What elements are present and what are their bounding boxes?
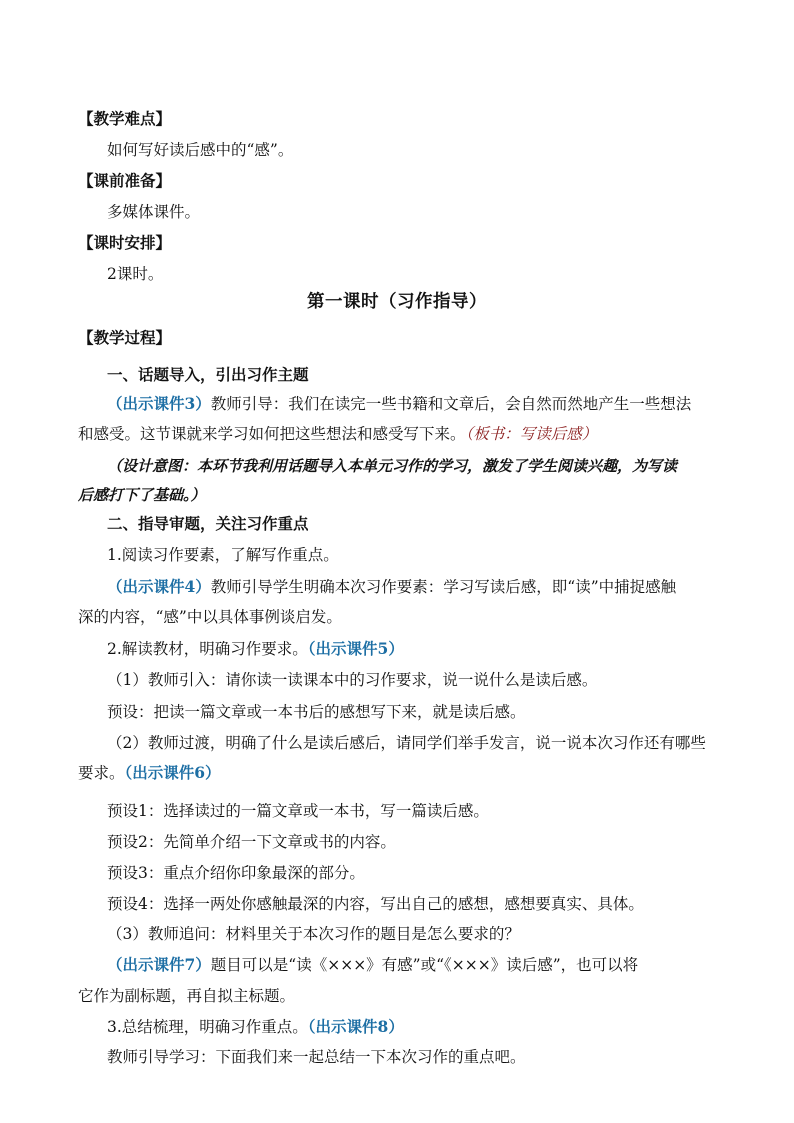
paragraph-text: 教师引导学生明确本次习作要素：学习写读后感，即“读”中捕捉感触 bbox=[210, 578, 677, 596]
sub2-text: 要求。 bbox=[78, 764, 125, 782]
courseware-hint: （出示课件4） bbox=[107, 577, 211, 596]
board-note: （板书：写读后感） bbox=[465, 425, 598, 443]
courseware-hint: （出示课件7） bbox=[107, 955, 211, 974]
section1-title: 一、话题导入，引出习作主题 bbox=[107, 366, 309, 384]
courseware-hint: （出示课件6） bbox=[124, 763, 221, 782]
preparation-heading: 【课前准备】 bbox=[78, 172, 172, 190]
design-intent-line1: （设计意图：本环节我利用话题导入本单元习作的学习，激发了学生阅读兴趣，为写读 bbox=[107, 457, 678, 475]
preset4-text: 预设4：选择一两处你感触最深的内容，写出自己的感想，感想要真实、具体。 bbox=[107, 895, 644, 913]
courseware-hint: （出示课件8） bbox=[307, 1017, 404, 1036]
process-heading: 【教学过程】 bbox=[78, 329, 172, 347]
sub3-paragraph-line2: 它作为副标题，再自拟主标题。 bbox=[78, 987, 296, 1005]
preset-text: 预设：把读一篇文章或一本书后的感想写下来，就是读后感。 bbox=[107, 703, 526, 721]
preparation-text: 多媒体课件。 bbox=[107, 203, 201, 221]
difficulty-text: 如何写好读后感中的“感”。 bbox=[107, 141, 294, 159]
schedule-text: 2课时。 bbox=[107, 265, 164, 283]
item1-paragraph-line2: 深的内容，“感”中以具体事例谈启发。 bbox=[78, 608, 342, 626]
preset3-text: 预设3：重点介绍你印象最深的部分。 bbox=[107, 864, 365, 882]
schedule-heading: 【课时安排】 bbox=[78, 234, 172, 252]
sub2-line1: （2）教师过渡，明确了什么是读后感后，请同学们举手发言，说一说本次习作还有哪些 bbox=[107, 734, 706, 752]
section1-paragraph-line1 bbox=[107, 393, 794, 415]
section1-paragraph-line2 bbox=[78, 423, 794, 445]
paragraph-text: 教师引导：我们在读完一些书籍和文章后，会自然而然地产生一些想法 bbox=[210, 395, 692, 413]
paragraph-text: 题目可以是“读《×××》有感”或“《×××》读后感”，也可以将 bbox=[210, 956, 639, 974]
item2-text: 2.解读教材，明确习作要求。 bbox=[107, 640, 308, 658]
design-intent-line2: 后感打下了基础。） bbox=[78, 486, 206, 504]
item3-paragraph: 教师引导学习：下面我们来一起总结一下本次习作的重点吧。 bbox=[107, 1048, 526, 1066]
sub1-text: （1）教师引入：请你读一读课本中的习作要求，说一说什么是读后感。 bbox=[107, 671, 598, 689]
courseware-hint: （出示课件5） bbox=[307, 639, 404, 658]
item3-title bbox=[107, 1016, 794, 1038]
item3-text: 3.总结梳理，明确习作重点。 bbox=[107, 1018, 308, 1036]
paragraph-text: 和感受。这节课就来学习如何把这些想法和感受写下来。 bbox=[78, 425, 466, 443]
item1-title: 1.阅读习作要素，了解写作重点。 bbox=[107, 546, 339, 564]
difficulty-heading: 【教学难点】 bbox=[78, 110, 172, 128]
preset1-text: 预设1：选择读过的一篇文章或一本书，写一篇读后感。 bbox=[107, 802, 489, 820]
sub2-line2 bbox=[78, 762, 794, 784]
sub3-paragraph-line1 bbox=[107, 954, 794, 976]
item1-paragraph-line1 bbox=[107, 576, 794, 598]
preset2-text: 预设2：先简单介绍一下文章或书的内容。 bbox=[107, 833, 396, 851]
item2-title bbox=[107, 638, 794, 660]
sub3-text: （3）教师追问：材料里关于本次习作的题目是怎么要求的？ bbox=[107, 925, 520, 943]
lesson-title: 第一课时（习作指导） bbox=[307, 292, 487, 312]
section2-title: 二、指导审题，关注习作重点 bbox=[107, 515, 309, 533]
courseware-hint: （出示课件3） bbox=[107, 394, 211, 413]
